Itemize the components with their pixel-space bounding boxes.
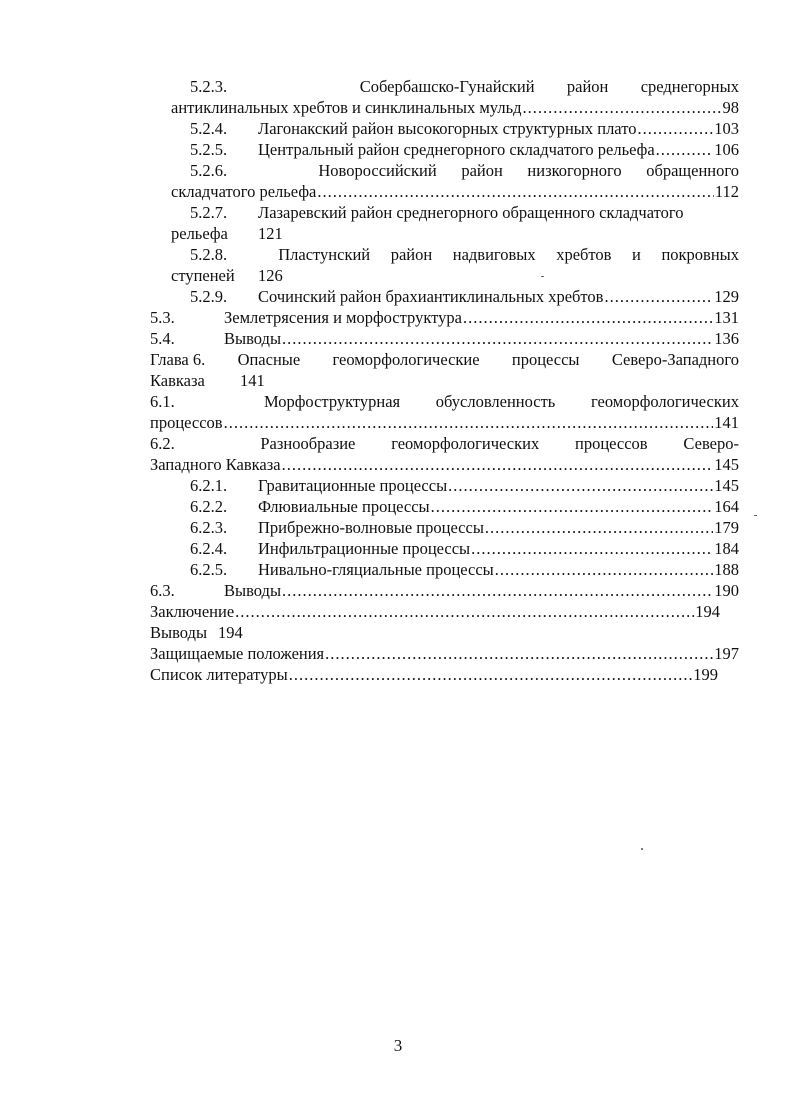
entry-number: 6.2.3. [190,518,228,537]
dot-leader [523,97,722,119]
entry-title-word: процессов [575,434,648,453]
dot-leader [235,601,694,623]
page-ref: 199 [693,665,718,684]
entry-title: Землетрясения и морфоструктура [224,308,462,327]
entry-title-word: геоморфологические [332,350,480,369]
toc-entry-5-2-6-cont [171,181,739,203]
dot-leader [485,517,713,539]
entry-number: 5.3. [150,308,175,327]
dot-leader [224,412,714,434]
toc-entry-5-2-9 [190,286,739,308]
scan-speck [754,515,757,516]
dot-leader [282,580,713,602]
toc-entry-6-2-2 [190,496,739,518]
dot-leader [604,286,713,308]
toc-entry-5-3 [150,307,739,329]
entry-title-word: геоморфологических [391,434,540,453]
entry-number: 5.4. [150,329,175,348]
dot-leader [656,139,714,161]
entry-title: рельефа [171,224,228,243]
toc-entry-6-1 [150,391,739,413]
entry-number: 5.2.8. [190,245,228,264]
entry-title: Сочинский район брахиантиклинальных хребтов [258,287,604,306]
entry-number: 6.2.4. [190,539,228,558]
entry-title-word: обусловленность [435,392,556,411]
entry-title-word: Северо- [683,434,739,453]
dot-leader [448,475,713,497]
entry-title: антиклинальных хребтов и синклинальных мульд [171,98,522,117]
entry-title-word: хребтов [556,245,612,264]
entry-title-word: обращенного [646,161,739,180]
entry-title: складчатого рельефа [171,182,317,201]
entry-title-word: надвиговых [452,245,536,264]
page-ref: 194 [218,623,243,642]
entry-title-word: Разнообразие [260,434,356,453]
toc-entry-5-2-5 [190,139,739,161]
page-ref: 194 [695,602,720,621]
dot-leader [471,538,713,560]
entry-number: 6.1. [150,392,175,411]
toc-entry-5-2-7 [190,202,739,224]
entry-title: Выводы [224,581,282,600]
page-ref: 145 [714,476,739,495]
entry-title-word: Собербашско-Гунайский [359,77,535,96]
chapter-label: Глава 6. [150,350,206,369]
toc-entry-6-1-cont [150,412,739,434]
page-ref: 112 [714,182,739,201]
toc-entry-5-2-6 [190,160,739,182]
page-ref: 184 [714,539,739,558]
entry-title: Гравитационные процессы [258,476,448,495]
entry-title-word: Северо-Западного [611,350,739,369]
entry-title: Прибрежно-волновые процессы [258,518,484,537]
entry-title: процессов [150,413,223,432]
dot-leader [282,454,714,476]
toc-entry-theses [150,643,739,665]
toc-entry-findings [150,622,243,644]
entry-title: ступеней [171,266,235,285]
dot-leader [317,181,714,203]
page-number: 3 [393,1036,403,1055]
entry-title-word: Новороссийский [318,161,437,180]
toc-entry-6-2-3 [190,517,739,539]
page-ref: 103 [714,119,739,138]
toc-entry-5-2-8 [190,244,739,266]
entry-title: Флювиальные процессы [258,497,430,516]
dot-leader [282,328,713,350]
entry-number: 5.2.4. [190,119,228,138]
toc-entry-5-2-4 [190,118,739,140]
page-ref: 188 [714,560,739,579]
entry-number: 6.2. [150,434,175,453]
entry-title-word: район [461,161,503,180]
entry-title-word: Опасные [237,350,301,369]
page-ref: 129 [714,287,739,306]
entry-number: 5.2.7. [190,203,228,222]
entry-title: Инфильтрационные процессы [258,539,471,558]
toc-entry-6-2-5 [190,559,739,581]
entry-title-word: район [566,77,609,96]
entry-number: 5.2.3. [190,77,228,96]
entry-title-word: геоморфологических [590,392,739,411]
dot-leader [325,643,713,665]
scan-speck [541,276,544,277]
dot-leader [463,307,713,329]
entry-number: 6.3. [150,581,175,600]
dot-leader [289,664,693,686]
toc-entry-5-2-3 [190,76,739,98]
entry-title-word: Пластунский [278,245,371,264]
entry-number: 6.2.1. [190,476,228,495]
toc-entry-5-2-7-cont [171,223,283,245]
page-ref: 141 [240,371,265,390]
toc-entry-6-2-1 [190,475,739,497]
entry-title: Кавказа [150,371,205,390]
entry-number: 5.2.6. [190,161,228,180]
entry-title: Заключение [150,602,235,621]
entry-title: Защищаемые положения [150,644,325,663]
scan-speck [641,848,643,850]
entry-title: Центральный район среднегорного складчатого рельефа [258,140,655,159]
entry-number: 5.2.9. [190,287,228,306]
page-ref: 121 [258,224,283,243]
toc-entry-6-2-4 [190,538,739,560]
dot-leader [431,496,714,518]
toc-entry-6-2-cont [150,454,739,476]
page-ref: 141 [714,413,739,432]
entry-title-word: район [390,245,433,264]
entry-number: 6.2.5. [190,560,228,579]
toc-entry-6-2 [150,433,739,455]
toc-entry-5-2-3-cont [171,97,739,119]
entry-title: Выводы [150,623,208,642]
entry-number: 5.2.5. [190,140,228,159]
entry-title: Западного Кавказа [150,455,281,474]
page-ref: 131 [714,308,739,327]
toc-entry-6-3 [150,580,739,602]
entry-title-word: Морфоструктурная [263,392,401,411]
page-ref: 136 [714,329,739,348]
entry-title-word: покровных [661,245,739,264]
entry-title: Список литературы [150,665,288,684]
dot-leader [637,118,713,140]
entry-title-word: среднегорных [640,77,739,96]
entry-title-word: низкогорного [527,161,622,180]
page-ref: 197 [714,644,739,663]
page-ref: 179 [714,518,739,537]
page-ref: 145 [714,455,739,474]
entry-number: 6.2.2. [190,497,228,516]
entry-title-word: и [632,245,641,264]
page-ref: 190 [714,581,739,600]
toc-entry-conclusion [150,601,720,623]
toc-entry-5-4 [150,328,739,350]
toc-entry-5-2-8-cont [171,265,283,287]
entry-title: Лазаревский район среднегорного обращенного складчатого [258,203,684,222]
page-ref: 126 [258,266,283,285]
page-ref: 106 [714,140,739,159]
page-ref: 98 [722,98,739,117]
toc-chapter-6-cont [150,370,265,392]
entry-title: Нивально-гляциальные процессы [258,560,494,579]
entry-title: Лагонакский район высокогорных структурных плато [258,119,637,138]
entry-title-word: процессы [511,350,580,369]
toc-chapter-6 [150,349,739,371]
toc-entry-references [150,664,718,686]
entry-title: Выводы [224,329,282,348]
page-ref: 164 [714,497,739,516]
dot-leader [495,559,713,581]
